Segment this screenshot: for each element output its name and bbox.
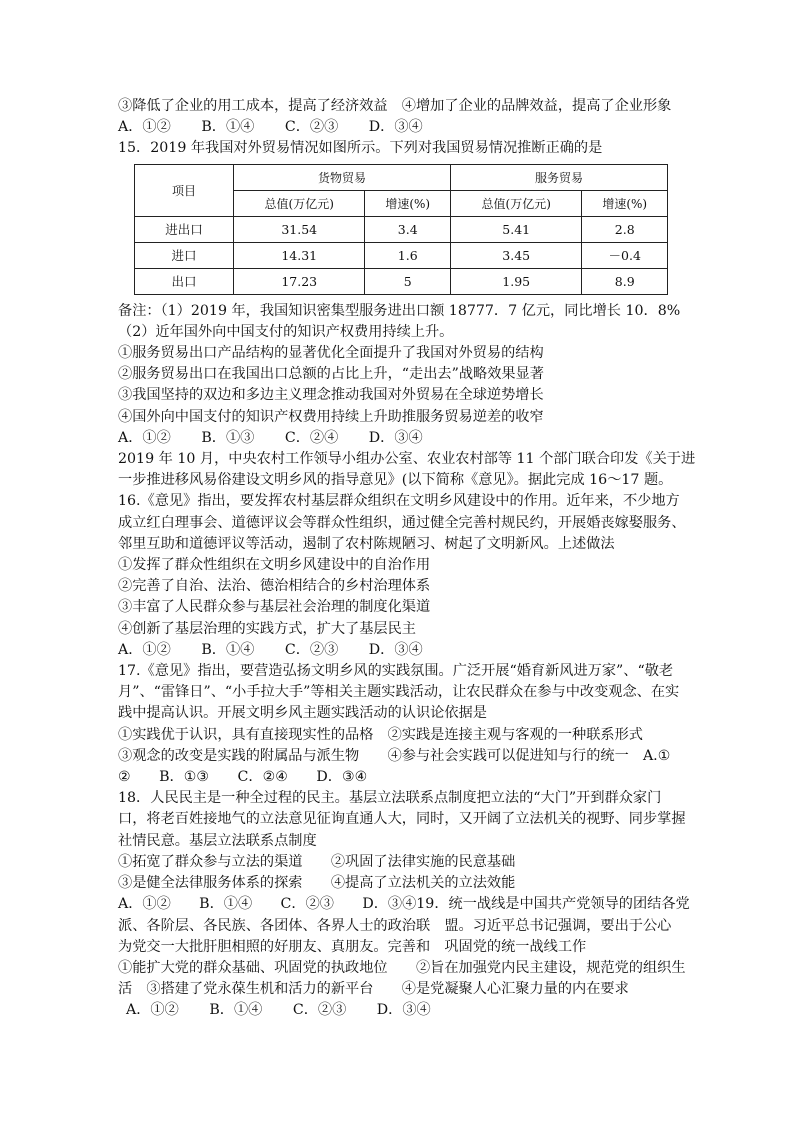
choice-b[interactable]: B．①④ bbox=[201, 641, 255, 658]
q15-option-4: ④国外向中国支付的知识产权费用持续上升助推服务贸易逆差的收窄 bbox=[118, 408, 544, 425]
exam-page bbox=[118, 96, 696, 1022]
choice-d[interactable]: D．③④ bbox=[376, 1002, 431, 1019]
table-header-goods: 货物贸易 bbox=[234, 164, 451, 190]
q15-note-2: （2）近年国外向中国支付的知识产权费用持续上升。 bbox=[118, 323, 454, 340]
q15-stem: 15．2019 年我国对外贸易情况如图所示。下列对我国贸易情况推断正确的是 bbox=[118, 140, 603, 157]
choice-c[interactable]: C．②③ bbox=[292, 1002, 347, 1019]
q16-stem-line-2: 成立红白理事会、道德评议会等群众性组织，通过健全完善村规民约，开展婚丧嫁娶服务、 bbox=[118, 514, 686, 531]
table-row bbox=[135, 242, 668, 268]
services-growth: 8.9 bbox=[582, 268, 668, 294]
choice-d[interactable]: D．③④ bbox=[368, 119, 423, 136]
q16-option-4: ④创新了基层治理的实践方式，扩大了基层民主 bbox=[118, 620, 416, 637]
q14-option-3-4: ③降低了企业的用工成本，提高了经济效益 ④增加了企业的品牌效益，提高了企业形象 bbox=[118, 98, 672, 114]
goods-growth: 3.4 bbox=[365, 216, 451, 242]
choice-c[interactable]: C．②④ bbox=[284, 429, 339, 446]
q19-options-cont: 活 ③搭建了党永葆生机和活力的新平台 ④是党凝聚人心汇聚力量的内在要求 bbox=[118, 981, 629, 998]
q19-stem-line-3: 为党交一大批肝胆相照的好朋友、真朋友。完善和 巩固党的统一战线工作 bbox=[118, 938, 587, 955]
q16-stem-line-1: 16.《意见》指出，要发挥农村基层群众组织在文明乡风建设中的作用。近年来，不少地方 bbox=[118, 493, 680, 510]
choice-d[interactable]: D．③④ bbox=[368, 429, 423, 446]
choice-c[interactable]: C．②③ bbox=[284, 119, 339, 136]
table-subheader-goods-growth: 增速(%) bbox=[365, 190, 451, 216]
choice-b[interactable]: B．①③ bbox=[201, 429, 255, 446]
q18-choices-q19-start: A．①② B．①④ C．②③ D．③④19．统一战线是中国共产党领导的团结各党 bbox=[118, 896, 690, 913]
services-total: 3.45 bbox=[450, 242, 581, 268]
table-subheader-services-total: 总值(万亿元) bbox=[450, 190, 581, 216]
q15-option-1: ①服务贸易出口产品结构的显著优化全面提升了我国对外贸易的结构 bbox=[118, 345, 544, 362]
q19-stem-line-2: 派、各阶层、各民族、各团体、各界人士的政治联 盟。习近平总书记强调，要出于公心 bbox=[118, 917, 672, 934]
row-label: 出口 bbox=[135, 268, 234, 294]
services-total: 5.41 bbox=[450, 216, 581, 242]
q16-option-1: ①发挥了群众性组织在文明乡风建设中的自治作用 bbox=[118, 557, 431, 574]
services-growth: －0.4 bbox=[582, 242, 668, 268]
q14-choices bbox=[118, 117, 688, 138]
q17-choices: ② B．①③ C．②④ D．③④ bbox=[118, 769, 368, 786]
material-intro-line-1: 2019 年 10 月，中央农村工作领导小组办公室、农业农村部等 11 个部门联合印发《关于进 bbox=[118, 451, 696, 468]
q19-choices bbox=[118, 1000, 688, 1021]
choice-b[interactable]: B．①④ bbox=[201, 119, 255, 136]
table-subheader-goods-total: 总值(万亿元) bbox=[234, 190, 365, 216]
choice-b[interactable]: B．①④ bbox=[209, 1002, 263, 1019]
q15-choices bbox=[118, 428, 688, 449]
q17-stem-line-2: 月”、“雷锋日”、“小手拉大手”等相关主题实践活动，让农民群众在参与中改变观念、在实 bbox=[118, 684, 680, 701]
q18-options-1-2: ①拓宽了群众参与立法的渠道 ②巩固了法律实施的民意基础 bbox=[118, 853, 516, 870]
choice-a[interactable]: A．①② bbox=[118, 641, 171, 658]
choice-d[interactable]: D．③④ bbox=[368, 641, 423, 658]
table-row bbox=[135, 268, 668, 294]
q16-stem-line-3: 邻里互助和道德评议等活动，遏制了农村陈规陋习、树起了文明新风。上述做法 bbox=[118, 535, 615, 552]
goods-total: 14.31 bbox=[234, 242, 365, 268]
q17-options-3-4: ③观念的改变是实践的附属品与派生物 ④参与社会实践可以促进知与行的统一 A.① bbox=[118, 747, 671, 764]
goods-growth: 1.6 bbox=[365, 242, 451, 268]
goods-total: 17.23 bbox=[234, 268, 365, 294]
choice-a[interactable]: A．①② bbox=[126, 1002, 179, 1019]
table-header-item: 项目 bbox=[135, 164, 234, 216]
q18-options-3-4: ③是健全法律服务体系的探索 ④提高了立法机关的立法效能 bbox=[118, 875, 516, 892]
row-label: 进口 bbox=[135, 242, 234, 268]
q16-option-3: ③丰富了人民群众参与基层社会治理的制度化渠道 bbox=[118, 599, 431, 616]
q17-stem-line-3: 践中提高认识。开展文明乡风主题实践活动的认识论依据是 bbox=[118, 705, 487, 722]
material-intro-line-2: 一步推进移风易俗建设文明乡风的指导意见》(以下简称《意见》。据此完成 16～17 题。 bbox=[118, 472, 673, 489]
choice-a[interactable]: A．①② bbox=[118, 429, 171, 446]
table-row bbox=[135, 216, 668, 242]
goods-growth: 5 bbox=[365, 268, 451, 294]
choice-c[interactable]: C．②③ bbox=[284, 641, 339, 658]
q18-stem-line-2: 口，将老百姓接地气的立法意见征询直通人大，同时，又开阔了立法机关的视野、同步掌握 bbox=[118, 811, 686, 828]
table-subheader-services-growth: 增速(%) bbox=[582, 190, 668, 216]
q15-note-1: 备注：（1）2019 年，我国知识密集型服务进出口额 18777．7 亿元，同比增长 10．8% bbox=[118, 302, 681, 319]
services-total: 1.95 bbox=[450, 268, 581, 294]
q17-stem-line-1: 17.《意见》指出，要营造弘扬文明乡风的实践氛围。广泛开展“婚育新风进万家”、“敬老 bbox=[118, 663, 674, 680]
services-growth: 2.8 bbox=[582, 216, 668, 242]
q18-stem-line-1: 18．人民民主是一种全过程的民主。基层立法联系点制度把立法的“大门”开到群众家门 bbox=[118, 790, 662, 807]
goods-total: 31.54 bbox=[234, 216, 365, 242]
q18-stem-line-3: 社情民意。基层立法联系点制度 bbox=[118, 832, 317, 849]
row-label: 进出口 bbox=[135, 216, 234, 242]
choice-a[interactable]: A．①② bbox=[118, 119, 171, 136]
q16-choices bbox=[118, 640, 688, 661]
trade-table bbox=[134, 164, 668, 295]
q17-options-1-2: ①实践优于认识，具有直接现实性的品格 ②实践是连接主观与客观的一种联系形式 bbox=[118, 726, 643, 743]
q19-options-1-2: ①能扩大党的群众基础、巩固党的执政地位 ②旨在加强党内民主建设，规范党的组织生 bbox=[118, 959, 686, 976]
table-header-services: 服务贸易 bbox=[450, 164, 667, 190]
q16-option-2: ②完善了自治、法治、德治相结合的乡村治理体系 bbox=[118, 578, 431, 595]
q15-option-3: ③我国坚持的双边和多边主义理念推动我国对外贸易在全球逆势增长 bbox=[118, 387, 544, 404]
q15-option-2: ②服务贸易出口在我国出口总额的占比上升，“走出去”战略效果显著 bbox=[118, 366, 544, 383]
